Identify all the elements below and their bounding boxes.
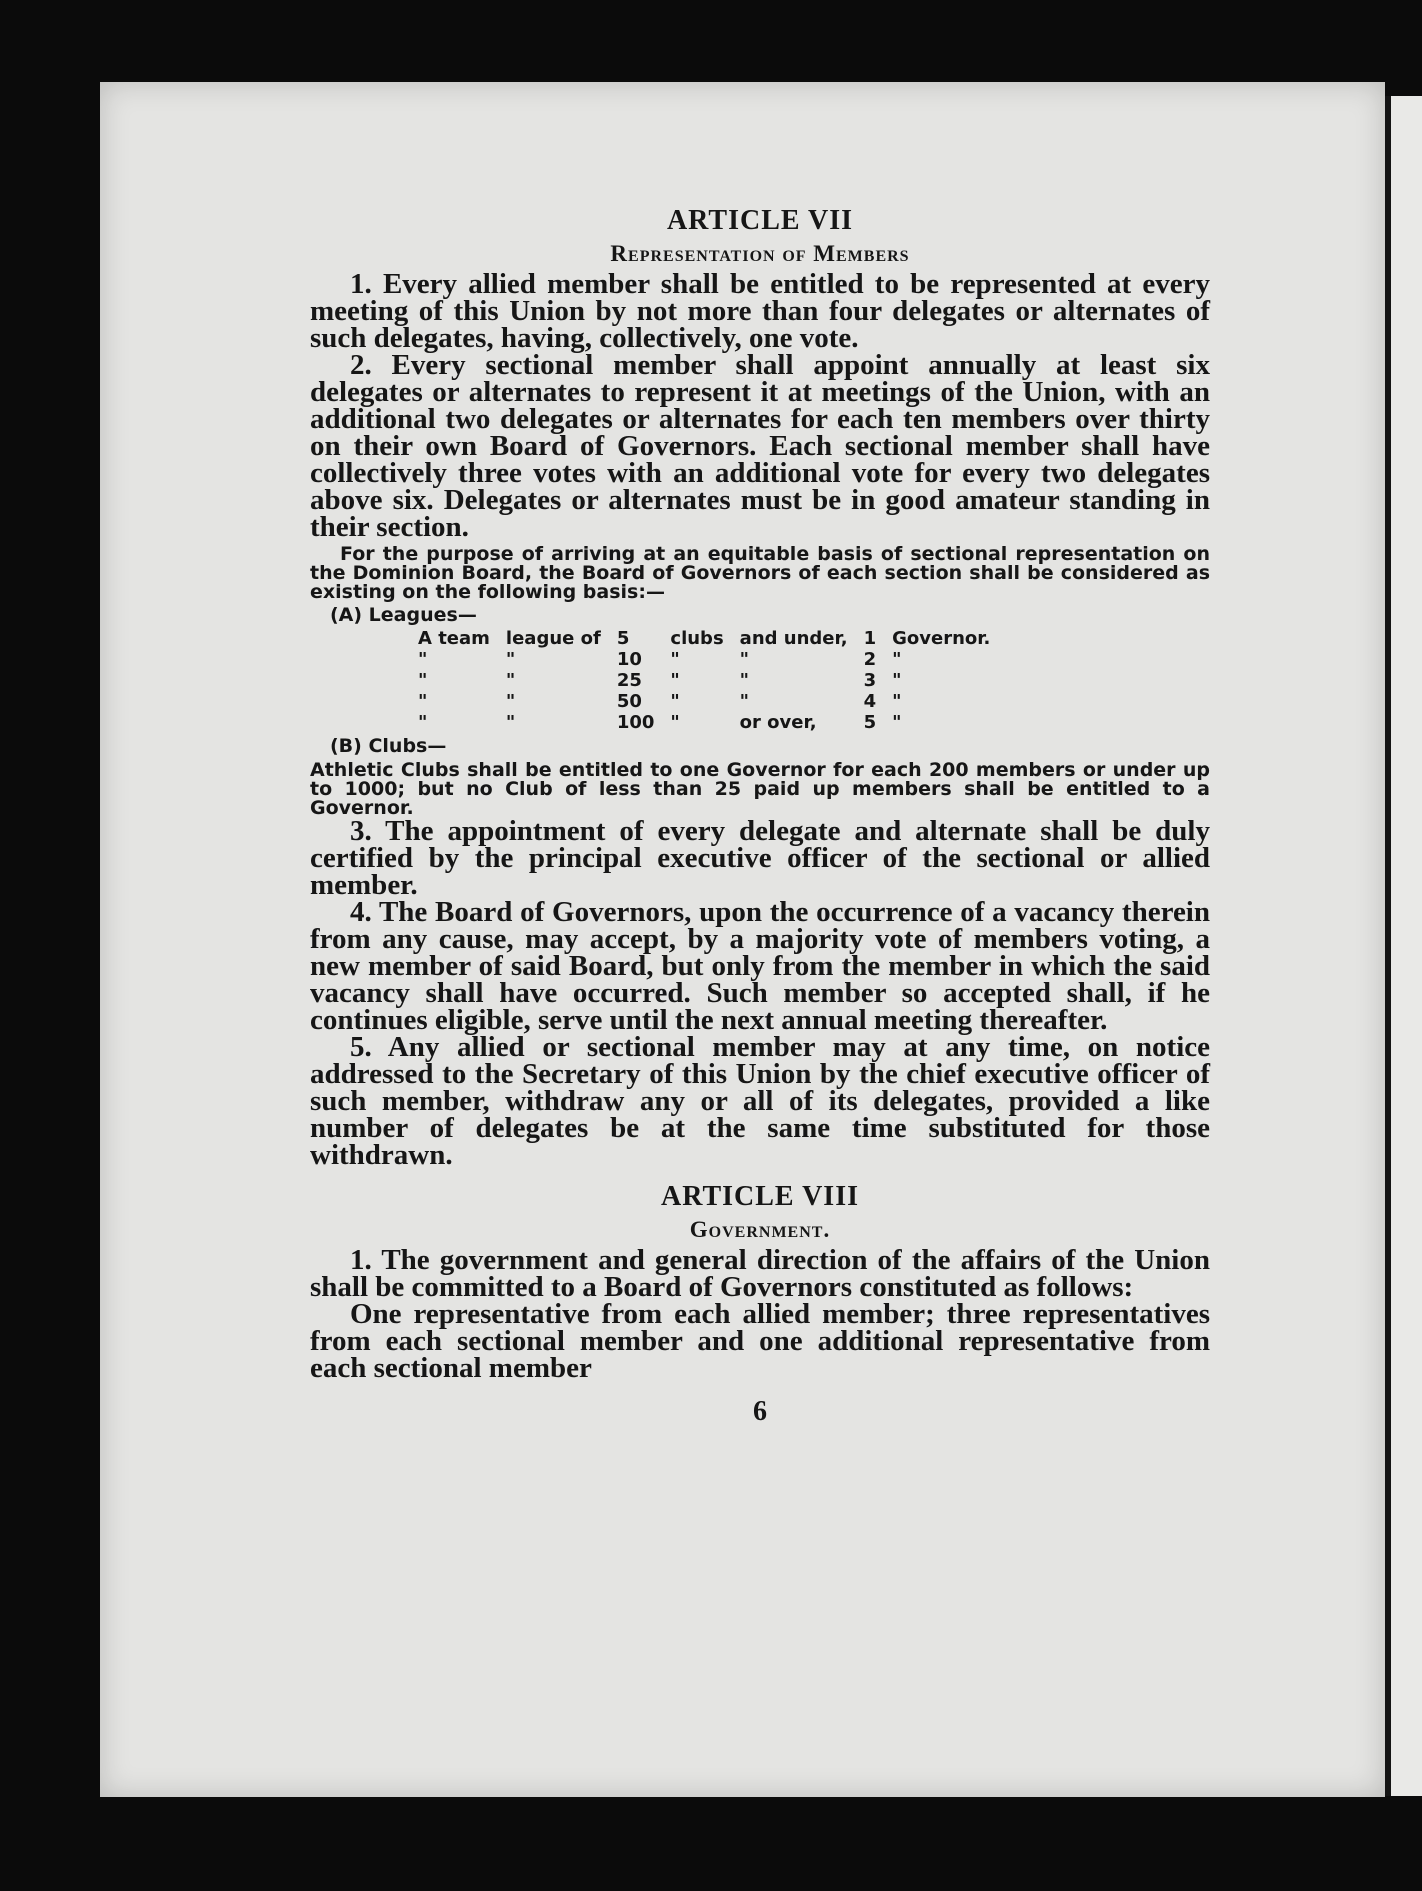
article-vii-section-1: 1. Every allied member shall be entitled to be represented at every meeting of this Union by not more than four delegates or alternates of such delegates, having, collectively, one vote. [310, 268, 1210, 354]
leagues-cell: " [505, 649, 516, 670]
leagues-cell: 1 [863, 628, 877, 649]
article-vii-section-3: 3. The appointment of every delegate and alternate shall be duly certified by the principal executive officer of the sectional or allied member. [310, 815, 1210, 901]
article-viii-subheading: Government. [689, 1217, 831, 1242]
leagues-cell: " [505, 670, 516, 691]
article-vii-section-2: 2. Every sectional member shall appoint annually at least six delegates or alternates to represent it at meetings of the Union, with an additional two delegates or alternates for each ten members over thirty on their own Board of Governors. Each sectional member shall have collectively three votes with an additional vote for every two delegates above six. Delegates or alternates must be in good amateur standing in their section. [310, 349, 1210, 543]
page-number: 6 [753, 1396, 767, 1427]
leagues-cell: 5 [616, 628, 630, 649]
leagues-cell: " [670, 649, 680, 670]
leagues-cell: " [670, 670, 680, 691]
leagues-row [410, 712, 998, 733]
leagues-heading: (A) Leagues— [330, 604, 477, 626]
clubs-heading: (B) Clubs— [330, 735, 447, 757]
clubs-text: Athletic Clubs shall be entitled to one Governor for each 200 members or under up to 1000; but no Club of less than 25 paid up members shall be entitled to a Governor. [310, 759, 1210, 819]
leagues-row [410, 628, 998, 649]
leagues-cell: " [892, 691, 902, 712]
leagues-row [410, 691, 998, 712]
leagues-cell: " [892, 712, 902, 733]
article-viii-section-1: 1. The government and general direction of the affairs of the Union shall be committed to a Board of Governors constituted as follows: [310, 1244, 1210, 1303]
leagues-cell: 25 [616, 670, 642, 691]
leagues-cell: 50 [616, 691, 642, 712]
leagues-cell: " [670, 712, 680, 733]
leagues-cell: 2 [863, 649, 877, 670]
leagues-cell: Governor. [892, 628, 991, 649]
leagues-cell: and under, [739, 628, 848, 649]
leagues-cell: league of [505, 628, 601, 649]
article-vii-section-5: 5. Any allied or sectional member may at any time, on notice addressed to the Secretary of this Union by the chief executive officer of such member, withdraw any or all of its delegates, provided a like number of delegates be at the same time substituted for those withdrawn. [310, 1031, 1210, 1171]
article-vii-section-4: 4. The Board of Governors, upon the occurrence of a vacancy therein from any cause, may accept, by a majority vote of members voting, a new member of said Board, but only from the member in which the said vacancy shall have occurred. Such member so accepted shall, if he continues eligible, serve until the next annual meeting thereafter. [310, 896, 1210, 1036]
leagues-cell: 3 [863, 670, 877, 691]
page-content [310, 205, 1210, 1428]
adjacent-page-edge [1385, 96, 1422, 1796]
leagues-table [410, 628, 998, 733]
article-vii-subheading: Representation of Members [610, 241, 910, 266]
article-viii-heading: ARTICLE VIII [660, 1181, 859, 1212]
article-vii-heading: ARTICLE VII [666, 205, 854, 236]
leagues-cell: " [418, 649, 428, 670]
leagues-cell: clubs [670, 628, 724, 649]
leagues-cell: " [505, 691, 516, 712]
leagues-cell: " [418, 691, 428, 712]
leagues-cell: " [892, 649, 902, 670]
leagues-cell: 100 [616, 712, 655, 733]
leagues-cell: or over, [739, 712, 817, 733]
leagues-cell: 5 [863, 712, 877, 733]
leagues-cell: " [418, 712, 428, 733]
leagues-cell: 4 [863, 691, 877, 712]
leagues-row [410, 670, 998, 691]
leagues-cell: " [670, 691, 680, 712]
leagues-cell: " [505, 712, 516, 733]
article-viii-representation-text: One representative from each allied member; three representatives from each sectional member and one additional representative from each sectional member [310, 1298, 1210, 1384]
leagues-cell: A team [418, 628, 490, 649]
leagues-cell: " [418, 670, 428, 691]
leagues-cell: " [739, 649, 750, 670]
leagues-row [410, 649, 998, 670]
representation-note: For the purpose of arriving at an equitable basis of sectional representation on the Dominion Board, the Board of Governors of each section shall be considered as existing on the following basis:— [310, 543, 1210, 603]
leagues-cell: 10 [616, 649, 642, 670]
leagues-cell: " [739, 691, 750, 712]
leagues-cell: " [892, 670, 902, 691]
leagues-cell: " [739, 670, 750, 691]
